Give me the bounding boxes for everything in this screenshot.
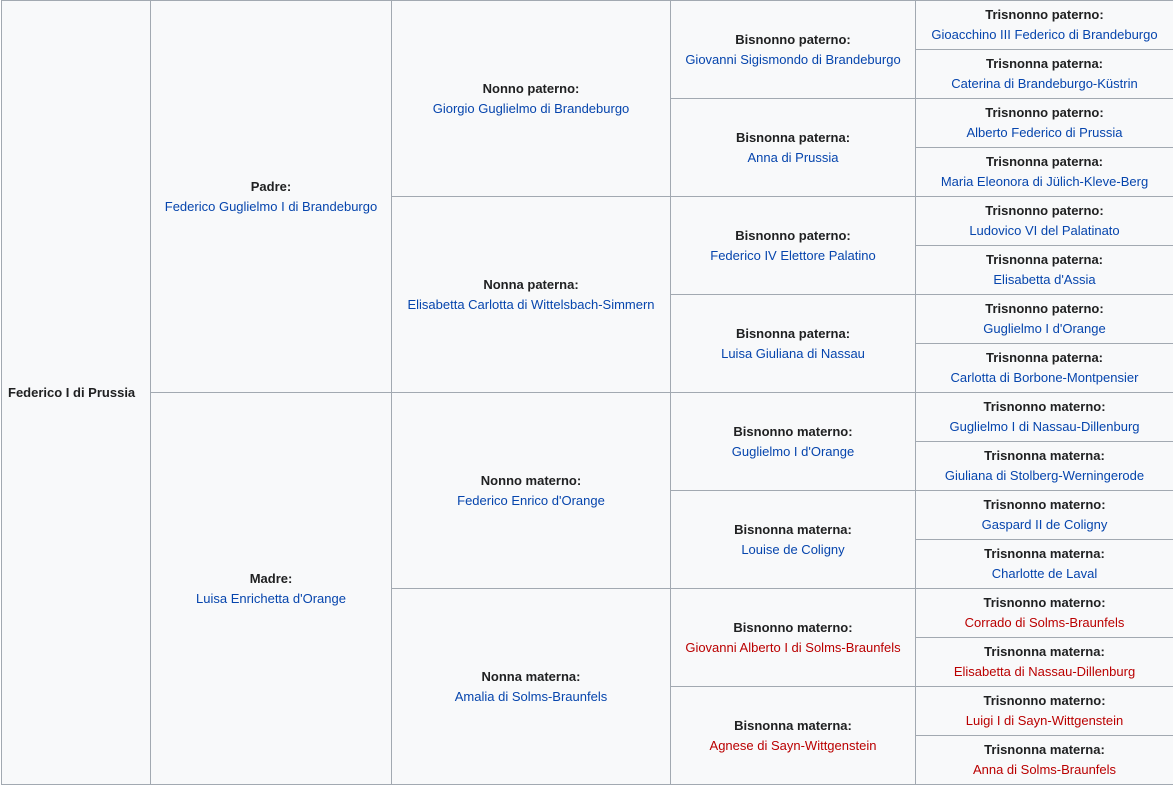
parent-cell-link[interactable]: Luisa Enrichetta d'Orange	[196, 590, 346, 606]
grandparent-cell-link[interactable]: Giorgio Guglielmo di Brandeburgo	[432, 100, 630, 116]
parent-cell-link[interactable]: Federico Guglielmo I di Brandeburgo	[164, 198, 378, 214]
great-great-grandparent-cell-role: Trisnonno paterno:	[985, 203, 1104, 218]
great-great-grandparent-cell	[916, 687, 1173, 736]
grandparent-cell-role: Nonno materno:	[480, 472, 582, 488]
great-grandparent-cell-role: Bisnonno materno:	[733, 423, 853, 439]
subject-cell: Federico I di Prussia	[2, 1, 151, 785]
great-great-grandparent-cell-link[interactable]: Caterina di Brandeburgo-Küstrin	[951, 76, 1138, 91]
great-great-grandparent-cell-role: Trisnonna paterna:	[985, 350, 1104, 365]
great-great-grandparent-cell-link[interactable]: Charlotte de Laval	[991, 566, 1098, 581]
great-great-grandparent-cell-link[interactable]: Guglielmo I d'Orange	[983, 321, 1106, 336]
pedigree-table	[1, 0, 1173, 785]
great-great-grandparent-cell-link[interactable]: Elisabetta di Nassau-Dillenburg	[953, 664, 1136, 679]
great-great-grandparent-cell-role: Trisnonno materno:	[983, 595, 1106, 610]
great-grandparent-cell-role: Bisnonno materno:	[733, 619, 853, 635]
great-grandparent-cell	[671, 99, 916, 197]
pedigree-row	[2, 1, 1173, 50]
great-great-grandparent-cell-role: Trisnonno materno:	[983, 693, 1106, 708]
great-great-grandparent-cell	[916, 197, 1173, 246]
great-great-grandparent-cell	[916, 295, 1173, 344]
grandparent-cell	[392, 589, 671, 785]
great-grandparent-cell-role: Bisnonno paterno:	[735, 31, 851, 47]
great-great-grandparent-cell	[916, 148, 1173, 197]
great-great-grandparent-cell-role: Trisnonno materno:	[983, 399, 1106, 414]
great-great-grandparent-cell	[916, 344, 1173, 393]
great-grandparent-cell-role: Bisnonna paterna:	[735, 325, 851, 341]
great-great-grandparent-cell-link[interactable]: Giuliana di Stolberg-Werningerode	[944, 468, 1145, 483]
great-great-grandparent-cell-role: Trisnonna materna:	[984, 448, 1105, 463]
grandparent-cell-link[interactable]: Federico Enrico d'Orange	[457, 492, 605, 508]
grandparent-cell-role: Nonna materna:	[481, 668, 581, 684]
grandparent-cell	[392, 393, 671, 589]
great-great-grandparent-cell	[916, 491, 1173, 540]
grandparent-cell-role: Nonno paterno:	[482, 80, 580, 96]
great-grandparent-cell-link[interactable]: Federico IV Elettore Palatino	[710, 247, 876, 263]
great-great-grandparent-cell-link[interactable]: Gaspard II de Coligny	[981, 517, 1108, 532]
great-great-grandparent-cell-role: Trisnonno paterno:	[985, 301, 1104, 316]
grandparent-cell	[392, 1, 671, 197]
great-great-grandparent-cell-link[interactable]: Carlotta di Borbone-Montpensier	[950, 370, 1139, 385]
great-great-grandparent-cell-role: Trisnonno paterno:	[985, 7, 1104, 22]
parent-cell	[151, 1, 392, 393]
great-great-grandparent-cell-link[interactable]: Guglielmo I di Nassau-Dillenburg	[949, 419, 1140, 434]
great-grandparent-cell-link[interactable]: Anna di Prussia	[747, 149, 839, 165]
great-grandparent-cell-role: Bisnonna materna:	[734, 717, 852, 733]
great-grandparent-cell	[671, 491, 916, 589]
great-grandparent-cell-link[interactable]: Guglielmo I d'Orange	[731, 443, 855, 459]
great-great-grandparent-cell	[916, 246, 1173, 295]
great-grandparent-cell-link[interactable]: Giovanni Sigismondo di Brandeburgo	[685, 51, 901, 67]
great-grandparent-cell-role: Bisnonno paterno:	[735, 227, 851, 243]
great-great-grandparent-cell	[916, 589, 1173, 638]
great-grandparent-cell	[671, 393, 916, 491]
grandparent-cell	[392, 197, 671, 393]
great-great-grandparent-cell-link[interactable]: Luigi I di Sayn-Wittgenstein	[965, 713, 1124, 728]
great-great-grandparent-cell-link[interactable]: Maria Eleonora di Jülich-Kleve-Berg	[940, 174, 1149, 189]
great-great-grandparent-cell-link[interactable]: Corrado di Solms-Braunfels	[964, 615, 1125, 630]
great-great-grandparent-cell	[916, 50, 1173, 99]
great-great-grandparent-cell-role: Trisnonna paterna:	[985, 252, 1104, 267]
great-grandparent-cell-link[interactable]: Louise de Coligny	[741, 541, 845, 557]
parent-cell	[151, 393, 392, 785]
great-great-grandparent-cell	[916, 1, 1173, 50]
parent-cell-role: Padre:	[250, 178, 292, 194]
great-great-grandparent-cell-role: Trisnonna paterna:	[985, 154, 1104, 169]
great-great-grandparent-cell	[916, 393, 1173, 442]
great-great-grandparent-cell-role: Trisnonna materna:	[984, 546, 1105, 561]
great-grandparent-cell	[671, 687, 916, 785]
great-great-grandparent-cell-role: Trisnonno paterno:	[985, 105, 1104, 120]
parent-cell-role: Madre:	[249, 570, 293, 586]
grandparent-cell-role: Nonna paterna:	[483, 276, 579, 292]
great-great-grandparent-cell-link[interactable]: Elisabetta d'Assia	[993, 272, 1096, 287]
great-great-grandparent-cell	[916, 540, 1173, 589]
great-grandparent-cell	[671, 1, 916, 99]
great-great-grandparent-cell	[916, 442, 1173, 491]
great-grandparent-cell	[671, 197, 916, 295]
great-grandparent-cell	[671, 589, 916, 687]
great-grandparent-cell-role: Bisnonna materna:	[734, 521, 852, 537]
great-great-grandparent-cell	[916, 638, 1173, 687]
great-grandparent-cell-link[interactable]: Giovanni Alberto I di Solms-Braunfels	[685, 639, 901, 655]
great-great-grandparent-cell-link[interactable]: Gioacchino III Federico di Brandeburgo	[931, 27, 1158, 42]
great-grandparent-cell-role: Bisnonna paterna:	[735, 129, 851, 145]
great-great-grandparent-cell	[916, 99, 1173, 148]
great-great-grandparent-cell-role: Trisnonna paterna:	[985, 56, 1104, 71]
grandparent-cell-link[interactable]: Amalia di Solms-Braunfels	[454, 688, 608, 704]
great-great-grandparent-cell-link[interactable]: Ludovico VI del Palatinato	[969, 223, 1120, 238]
great-grandparent-cell	[671, 295, 916, 393]
great-grandparent-cell-link[interactable]: Agnese di Sayn-Wittgenstein	[709, 737, 877, 753]
great-grandparent-cell-link[interactable]: Luisa Giuliana di Nassau	[721, 345, 865, 361]
great-great-grandparent-cell-link[interactable]: Alberto Federico di Prussia	[966, 125, 1123, 140]
great-great-grandparent-cell-role: Trisnonna materna:	[984, 742, 1105, 757]
great-great-grandparent-cell	[916, 736, 1173, 785]
great-great-grandparent-cell-role: Trisnonno materno:	[983, 497, 1106, 512]
great-great-grandparent-cell-role: Trisnonna materna:	[984, 644, 1105, 659]
grandparent-cell-link[interactable]: Elisabetta Carlotta di Wittelsbach-Simmern	[407, 296, 655, 312]
pedigree-row	[2, 393, 1173, 442]
great-great-grandparent-cell-link[interactable]: Anna di Solms-Braunfels	[972, 762, 1117, 777]
